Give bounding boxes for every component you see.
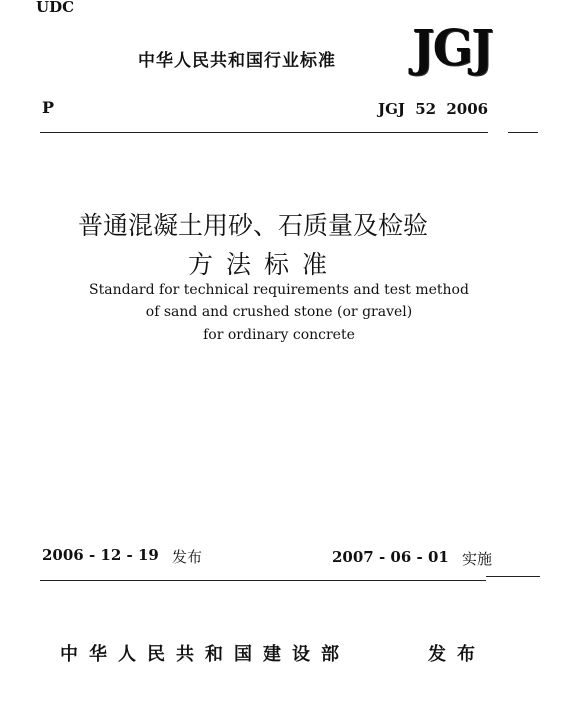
publisher-name: 中华人民共和国建设部 [60,644,350,665]
classification-code: P [42,98,55,117]
bottom-divider [40,580,486,581]
issue-label: 发布 [172,548,203,566]
top-divider-end [508,132,538,133]
bottom-divider-end [486,576,540,577]
publish-label: 发布 [428,644,486,665]
title-chinese-line2: 方法标准 [188,250,341,279]
udc-label: UDC [36,0,75,16]
title-english-line1: Standard for technical requirements and test method [89,282,469,298]
jgj-logo: JGJ [412,18,492,77]
implement-date: 2007 - 06 - 01 [332,548,449,566]
title-english-line2: of sand and crushed stone (or gravel) [145,304,413,320]
standard-class-title: 中华人民共和国行业标准 [138,51,336,71]
title-chinese-line1: 普通混凝土用砂、石质量及检验 [78,211,429,240]
standard-number: JGJ 52 2006 [378,100,489,118]
top-divider [40,132,488,133]
title-english-line3: for ordinary concrete [203,327,355,343]
implement-label: 实施 [462,550,493,568]
issue-date: 2006 - 12 - 19 [42,546,159,564]
